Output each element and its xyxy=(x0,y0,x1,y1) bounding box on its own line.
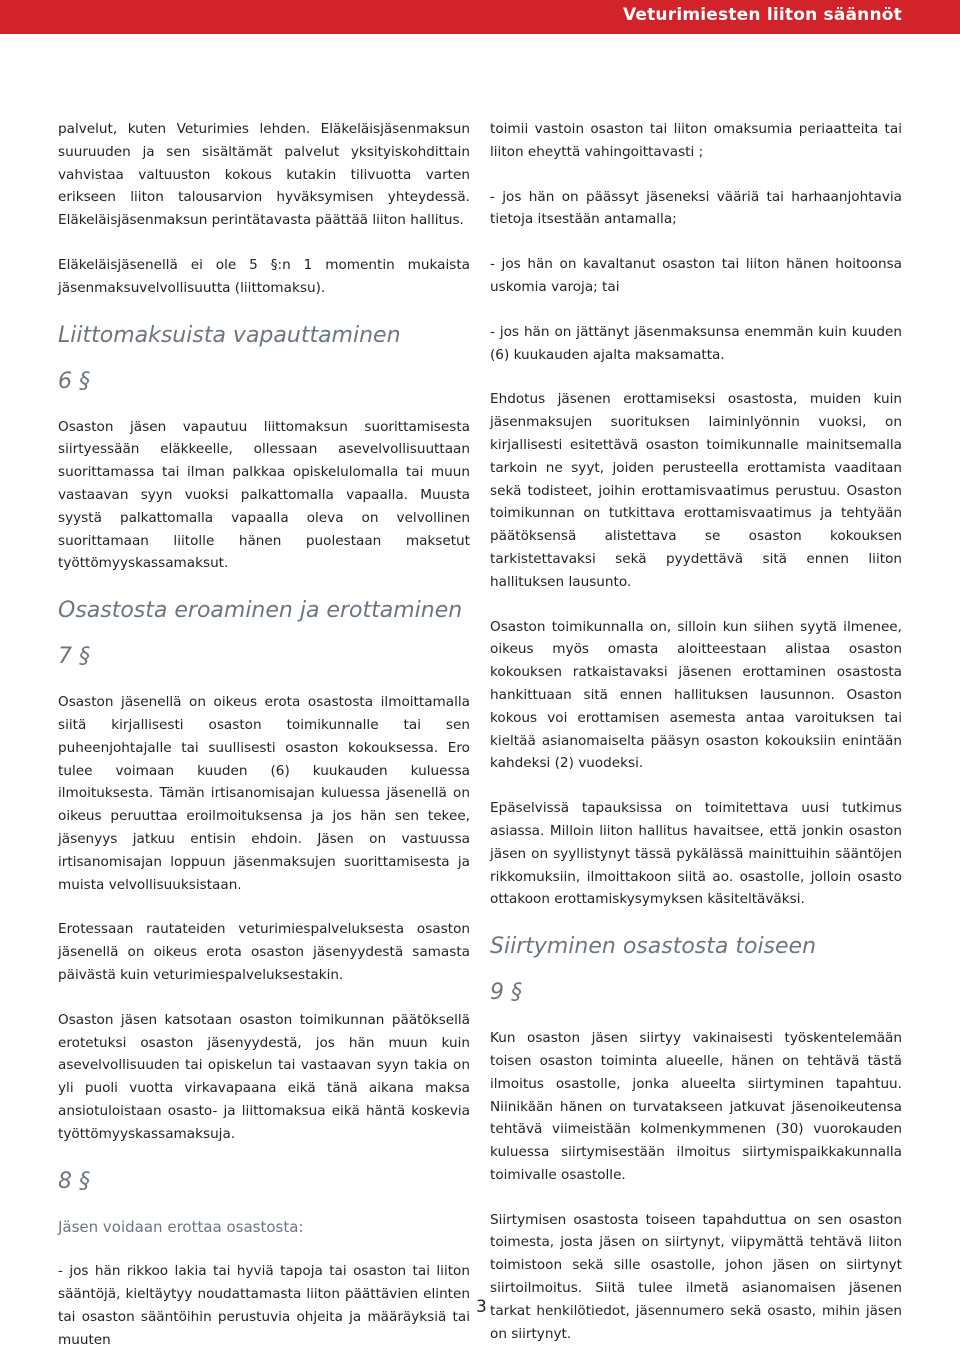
paragraph: Kun osaston jäsen siirtyy vakinaisesti työskentelemään toisen osaston toiminta alueelle, hänen on tehtävä tästä ilmoitus osastolle, jonka alueelta siirtyminen tapahtuu. Niinikään hänen on turvatakseen jatkuvat jäsenoikeutensa tehtävä viimeistään kolmenkymmenen (30) vuorokauden kuluessa siirtymisestään ilmoitus siirtymispaikkakunnalla toimivalle osastolle. xyxy=(490,1030,902,1183)
paragraph-number-9: 9 § xyxy=(490,980,522,1006)
page-number: 3 xyxy=(476,1297,487,1317)
section-heading-osastosta: Osastosta eroaminen ja erottaminen xyxy=(58,598,463,624)
paragraph-number-6: 6 § xyxy=(58,368,90,394)
paragraph-number-8: 8 § xyxy=(58,1168,90,1194)
paragraph: - jos hän on päässyt jäseneksi vääriä tai harhaanjohtavia tietoja itsestään antamalla; xyxy=(490,188,902,228)
document-title: Veturimiesten liiton säännöt xyxy=(622,5,902,25)
paragraph: Erotessaan rautateiden veturimiespalveluksesta osaston jäsenellä on oikeus erota osaston jäsenyydestä samasta päivästä kuin veturimiespalveluksestakin. xyxy=(58,921,470,983)
subheading: Jäsen voidaan erottaa osastosta: xyxy=(58,1217,304,1236)
paragraph: Ehdotus jäsenen erottamiseksi osastosta, muiden kuin jäsenmaksujen suorituksen laiminlyönnin vuoksi, on kirjallisesti esitettävä osaston toimikunnalle mainitsemalla tarkoin ne syyt, joiden perusteella erottamista vaaditaan sekä todisteet, joihin erottamisvaatimus perustuu. Osaston toimikunnan on tutkittava erottamisvaatimus ja tehtyään päätöksensä alistettava se osaston kokouksen tarkistettavaksi sekä pyydettävä sitä ennen liiton hallituksen lausunto. xyxy=(490,391,902,590)
paragraph: Eläkeläisjäsenellä ei ole 5 §:n 1 momentin mukaista jäsenmaksuvelvollisuutta (liittomaksu). xyxy=(58,256,470,296)
paragraph: Osaston jäsenellä on oikeus erota osastosta ilmoittamalla siitä kirjallisesti osaston toimikunnalle tai sen puheenjohtajalle tai suullisesti osaston kokouksessa. Ero tulee voimaan kuuden (6) kuukauden kuluessa ilmoituksesta. Tämän irtisanomisajan kuluessa jäsenellä on oikeus peruuttaa eroilmoituksensa ja jos hän sen tekee, jäsenyys jatkuu entisin ehdoin. Jäsen on vastuussa irtisanomisajan loppuun jäsenmaksujen suorittamisesta ja muista velvollisuuksistaan. xyxy=(58,694,470,893)
paragraph-number-7: 7 § xyxy=(58,644,90,670)
paragraph: Osaston jäsen vapautuu liittomaksun suorittamisesta siirtyessään eläkkeelle, ollessaan asevelvollisuuttaan suorittamassa tai ilman palkkaa opiskelulomalla tai muun vastaavan syyn vuoksi palkattomalla vapaalla. Muusta syystä palkattomalla vapaalla oleva on velvollinen suorittamaan liitolle hänen puolestaan maksetut työttömyyskassamaksut. xyxy=(58,418,470,572)
paragraph: toimii vastoin osaston tai liiton omaksumia periaatteita tai liiton eheyttä vahingoittavasti ; xyxy=(490,121,902,160)
left-column xyxy=(58,118,470,1351)
paragraph: - jos hän on jättänyt jäsenmaksunsa enemmän kuin kuuden (6) kuukauden ajalta maksamatta. xyxy=(490,323,902,363)
paragraph: - jos hän rikkoo lakia tai hyviä tapoja tai osaston tai liiton sääntöjä, kieltäytyy noudattamasta liiton päättävien elinten tai osaston sääntöihin perustuvia ohjeita ja määräyksiä tai muuten xyxy=(58,1263,470,1348)
paragraph: palvelut, kuten Veturimies lehden. Eläkeläisjäsenmaksun suuruuden ja sen sisältämät palvelut yksityiskohdittain vahvistaa valtuuston kokous kutakin tilivuotta varten erikseen liiton talousarvion hyväksymisen yhteydessä. Eläkeläisjäsenmaksun perintätavasta päättää liiton hallitus. xyxy=(58,121,470,229)
section-heading-liittomaksuista: Liittomaksuista vapauttaminen xyxy=(58,322,401,348)
right-column xyxy=(490,118,902,1345)
paragraph: Epäselvissä tapauksissa on toimitettava uusi tutkimus asiassa. Milloin liiton hallitus havaitsee, että jonkin osaston jäsen on syyllistynyt tässä pykälässä mainittuihin sääntöjen rikkomuksiin, ilmoittakoon siitä ao. osastolle, jolloin osasto ottakoon erottamiskysymyksen käsiteltäväksi. xyxy=(490,800,902,908)
paragraph: - jos hän on kavaltanut osaston tai liiton hänen hoitoonsa uskomia varoja; tai xyxy=(490,256,902,295)
paragraph: Siirtymisen osastosta toiseen tapahduttua on sen osaston toimesta, josta jäsen on siirtynyt, viipymättä tehtävä liiton toimistoon sekä sille osastolle, johon jäsen on siirtynyt siirtoilmoitus. Siitä tulee ilmetä asianomaisen jäsenen tarkat henkilötiedot, jäsennumero sekä osasto, mihin jäsen on siirtynyt. xyxy=(490,1211,902,1342)
section-heading-siirtyminen: Siirtyminen osastosta toiseen xyxy=(490,934,817,960)
paragraph: Osaston toimikunnalla on, silloin kun siihen syytä ilmenee, oikeus myös omasta aloitteestaan alistaa osaston kokouksen ratkaistavaksi jäsenen erottaminen osastosta hankittuaan sitä ennen hallituksen lausunnon. Osaston kokous voi erottamisen asemesta antaa varoituksen tai kieltää asianomaiselta pääsyn osaston kokouksiin enintään kahdeksi (2) vuodeksi. xyxy=(490,618,902,772)
paragraph: Osaston jäsen katsotaan osaston toimikunnan päätöksellä erotetuksi osaston jäsenyydestä, jos hän muun kuin asevelvollisuuden tai opiskelun tai vastaavan syyn takia on yli puoli vuotta virkavapaana eikä tänä aikana maksa ansiotuloistaan osasto- ja liittomaksua eikä häntä koskevia työttömyyskassamaksuja. xyxy=(58,1011,470,1142)
